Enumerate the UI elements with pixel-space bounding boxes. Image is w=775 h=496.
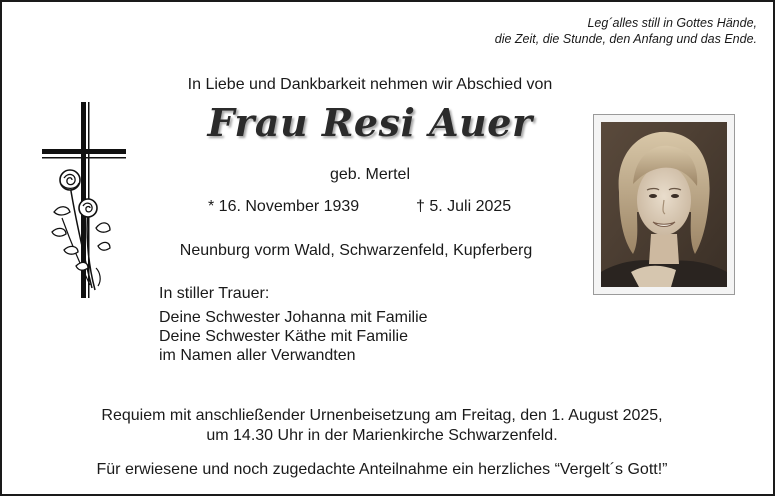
mourners-heading: In stiller Trauer:	[159, 285, 270, 302]
requiem-notice	[2, 406, 762, 446]
motto-line-1: Leg´alles still in Gottes Hände,	[587, 16, 757, 30]
birth-date: * 16. November 1939	[208, 198, 360, 215]
deceased-name: Frau Resi Auer	[207, 100, 533, 145]
motto-line-2: die Zeit, die Stunde, den Anfang und das Ende.	[494, 32, 757, 46]
photo-frame	[593, 114, 735, 295]
mourner-line: Deine Schwester Käthe mit Familie	[159, 328, 408, 345]
motto-verse	[495, 15, 757, 47]
mourners-list	[159, 308, 428, 365]
requiem-line-1: Requiem mit anschließender Urnenbeisetzung am Freitag, den 1. August 2025,	[101, 407, 663, 424]
mourner-line: Deine Schwester Johanna mit Familie	[159, 309, 428, 326]
portrait-photo	[601, 122, 727, 287]
thanks-text: Für erwiesene und noch zugedachte Anteilnahme ein herzliches “Vergelt´s Gott!”	[96, 461, 668, 478]
mourner-line: im Namen aller Verwandten	[159, 347, 356, 364]
intro-text: In Liebe und Dankbarkeit nehmen wir Abschied von	[187, 76, 553, 93]
death-date: † 5. Juli 2025	[416, 198, 512, 215]
requiem-line-2: um 14.30 Uhr in der Marienkirche Schwarzenfeld.	[206, 427, 558, 444]
born-name: geb. Mertel	[329, 166, 411, 183]
places-text: Neunburg vorm Wald, Schwarzenfeld, Kupferberg	[179, 242, 533, 259]
